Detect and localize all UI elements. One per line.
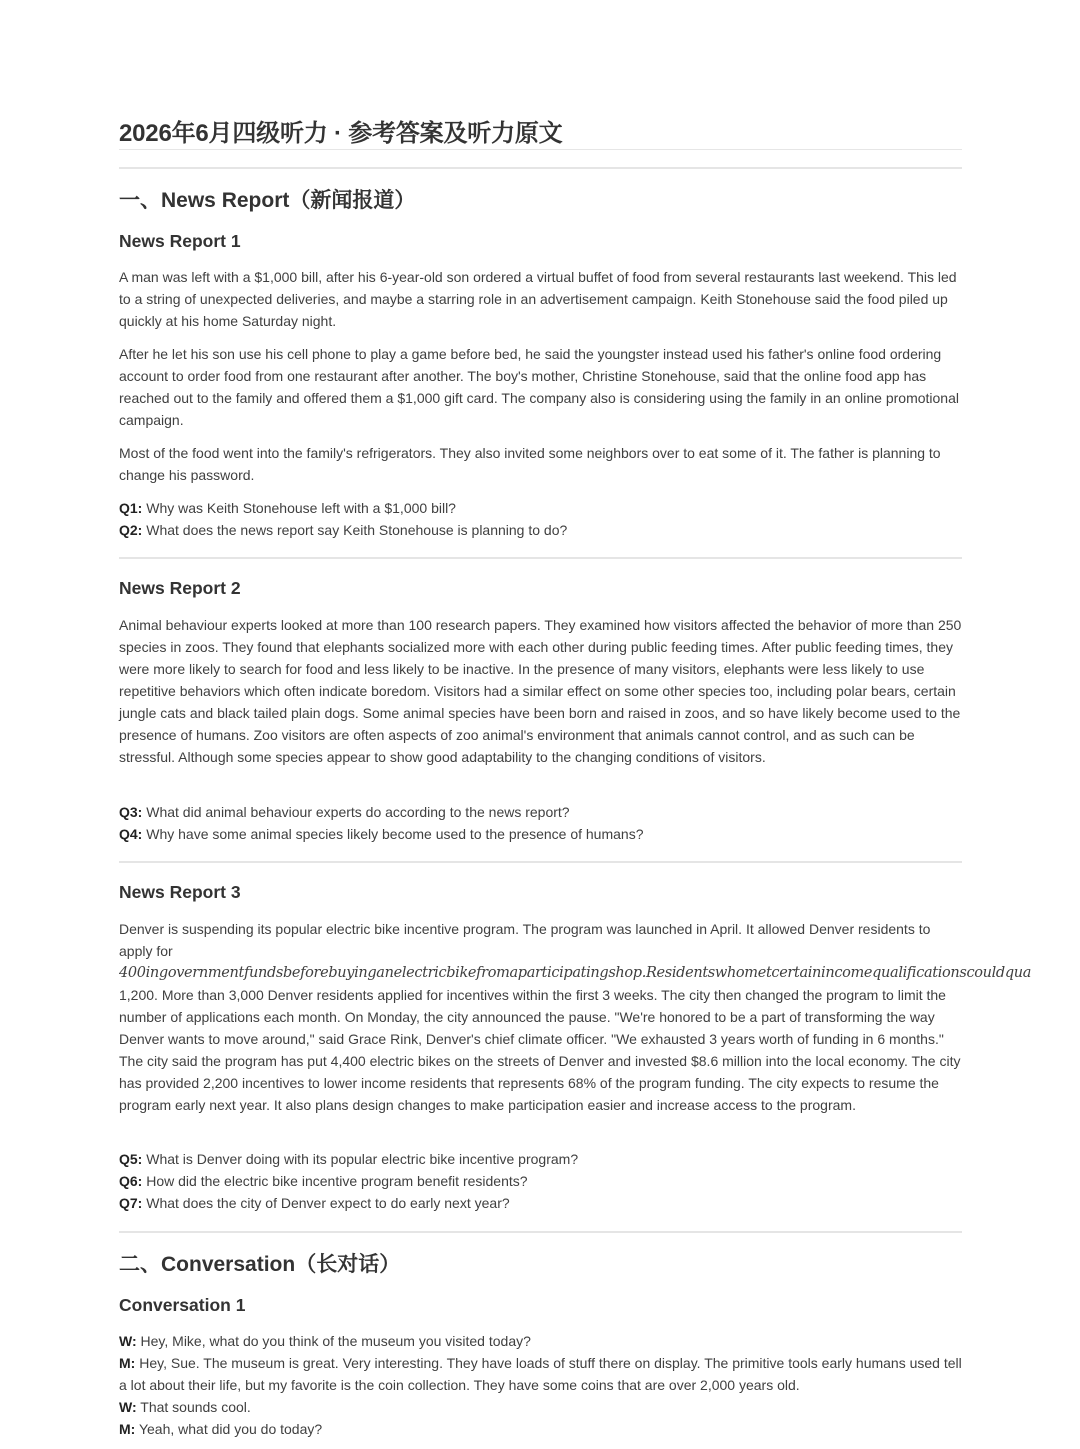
- question-text: What did animal behaviour experts do according to the news report?: [142, 804, 570, 820]
- news-report-3-paragraph-1: [119, 918, 1032, 1116]
- paragraph-end: 1,200. More than 3,000 Denver residents applied for incentives within the first 3 weeks. The city then changed the program to limit the number of applications each month. On Monday, the city announced the pause. "We're honored to be a part of transforming the way Denver wants to move around," said Grace Rink, Denver's chief climate officer. "We exhausted 3 years worth of funding in 6 months." The city said the program has put 4,400 electric bikes on the streets of Denver and invested $8.6 million into the local economy. The city has provided 2,200 incentives to lower income residents that represents 68% of the program funding. The city expects to resume the program early next year. It also plans design changes to make participation easier and increase access to the program.: [119, 987, 961, 1113]
- news-report-2-paragraph-1: Animal behaviour experts looked at more than 100 research papers. They examined how visitors affected the behavior of more than 250 species in zoos. They found that elephants socialized more with each other during public feeding times. After public feeding times, they were more likely to search for food and less likely to be inactive. In the presence of many visitors, elephants were less likely to use repetitive behaviors which often indicate boredom. Visitors had a similar effect on some other species too, including polar bears, certain jungle cats and black tailed plain dogs. Some animal species have been born and raised in zoos, and so have likely become used to the presence of humans. Zoo visitors are often aspects of zoo animal's environment that animals cannot control, and as such can be stressful. Although some species appear to show good adaptability to the changing conditions of visitors.: [119, 617, 962, 765]
- question-q7: [119, 1192, 962, 1214]
- conversation-1-dialogue: [119, 1330, 962, 1440]
- news-report-3-questions: [119, 1148, 962, 1214]
- dialogue-text: Yeah, what did you do today?: [135, 1421, 323, 1437]
- conversation-1-heading: Conversation 1: [119, 1295, 246, 1315]
- page-title: 2026年6月四级听力 · 参考答案及听力原文: [119, 120, 563, 147]
- dialogue-line: [119, 1352, 962, 1396]
- news-report-2-questions: [119, 801, 962, 845]
- question-text: What does the city of Denver expect to do early next year?: [142, 1195, 510, 1211]
- question-label: Q1:: [119, 500, 143, 516]
- dialogue-text: Hey, Sue. The museum is great. Very interesting. They have loads of stuff there on display. The primitive tools early humans used tell a lot about their life, but my favorite is the coin collection. They have some coins that are over 2,000 years old.: [119, 1355, 962, 1393]
- rendered-math-run: 400ingovernmentfundsbeforebuyinganelectricbikefromaparticipatingshop.Residentswhometcertainincomequalificationscouldqua: [119, 965, 1032, 981]
- news-report-3-heading: News Report 3: [119, 882, 241, 902]
- dialogue-line: [119, 1396, 962, 1418]
- divider: [119, 1231, 962, 1233]
- dialogue-line: [119, 1418, 962, 1440]
- speaker-label: M:: [119, 1421, 136, 1437]
- divider: [119, 557, 962, 559]
- question-q6: [119, 1170, 962, 1192]
- dialogue-text: That sounds cool.: [136, 1399, 251, 1415]
- question-q5: [119, 1148, 962, 1170]
- question-label: Q4:: [119, 826, 143, 842]
- section-heading-news-report: 一、News Report（新闻报道）: [119, 189, 416, 212]
- question-label: Q7:: [119, 1195, 143, 1211]
- paragraph-start: Denver is suspending its popular electric bike incentive program. The program was launched in April. It allowed Denver residents to apply for: [119, 921, 931, 959]
- news-report-2-heading: News Report 2: [119, 578, 241, 598]
- question-q1: [119, 497, 962, 519]
- question-text: Why have some animal species likely become used to the presence of humans?: [142, 826, 644, 842]
- question-text: What is Denver doing with its popular electric bike incentive program?: [142, 1151, 579, 1167]
- news-report-1-paragraph-3: Most of the food went into the family's refrigerators. They also invited some neighbors over to eat some of it. The father is planning to change his password.: [119, 445, 941, 483]
- section-heading-conversation: 二、Conversation（长对话）: [119, 1253, 401, 1276]
- question-label: Q6:: [119, 1173, 143, 1189]
- dialogue-text: Hey, Mike, what do you think of the museum you visited today?: [136, 1333, 531, 1349]
- divider: [119, 861, 962, 863]
- question-label: Q2:: [119, 522, 143, 538]
- speaker-label: W:: [119, 1399, 137, 1415]
- news-report-1-paragraph-1: A man was left with a $1,000 bill, after his 6-year-old son ordered a virtual buffet of food from several restaurants last weekend. This led to a string of unexpected deliveries, and maybe a starring role in an advertisement campaign. Keith Stonehouse said the food piled up quickly at his home Saturday night.: [119, 269, 957, 329]
- question-text: Why was Keith Stonehouse left with a $1,000 bill?: [142, 500, 456, 516]
- speaker-label: W:: [119, 1333, 137, 1349]
- news-report-1-heading: News Report 1: [119, 231, 241, 251]
- question-q2: [119, 519, 962, 541]
- speaker-label: M:: [119, 1355, 136, 1371]
- news-report-1-paragraph-2: After he let his son use his cell phone to play a game before bed, he said the youngster instead used his father's online food ordering account to order food from one restaurant after another. The boy's mother, Christine Stonehouse, said that the online food app has reached out to the family and offered them a $1,000 gift card. The company also is considering using the family in an online promotional campaign.: [119, 346, 959, 428]
- question-label: Q5:: [119, 1151, 143, 1167]
- question-text: What does the news report say Keith Stonehouse is planning to do?: [142, 522, 568, 538]
- question-q4: [119, 823, 962, 845]
- question-label: Q3:: [119, 804, 143, 820]
- news-report-1-questions: [119, 497, 962, 541]
- divider: [119, 167, 962, 169]
- title-underline: [119, 149, 962, 150]
- question-q3: [119, 801, 962, 823]
- question-text: How did the electric bike incentive program benefit residents?: [142, 1173, 528, 1189]
- dialogue-line: [119, 1330, 962, 1352]
